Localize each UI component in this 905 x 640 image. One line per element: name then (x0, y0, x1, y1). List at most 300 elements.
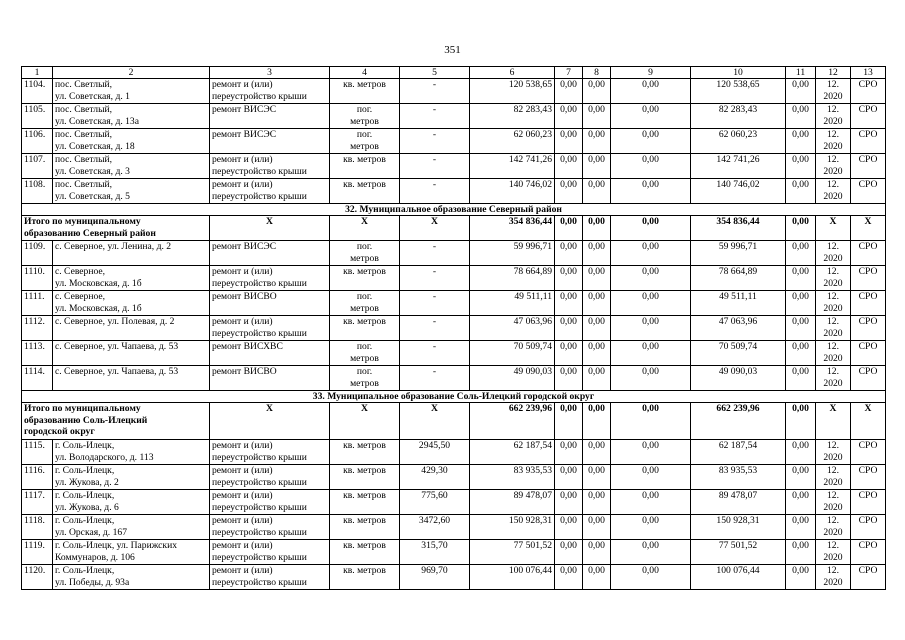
subtotal-col12: X (816, 403, 851, 440)
unit-line: кв. метров (343, 266, 386, 277)
value-col11: 0,00 (786, 179, 816, 204)
value-col8: 0,00 (583, 104, 611, 129)
value-col11: 0,00 (786, 515, 816, 540)
total-cost: 89 478,07 (470, 490, 555, 515)
address-line: ул. Московская, д. 1б (55, 277, 142, 289)
subtotal-col5: X (400, 216, 470, 241)
area: 315,70 (400, 540, 470, 565)
subtotal-col3: X (210, 403, 330, 440)
subtotal-col4: X (330, 216, 400, 241)
value-col9: 0,00 (611, 179, 691, 204)
unit (330, 565, 400, 590)
work-type-line: ремонт ВИСЭС (212, 104, 277, 115)
subtotal-col4: X (330, 403, 400, 440)
subtotal-label-line: городской округ (24, 426, 95, 437)
unit-line: кв. метров (343, 465, 386, 476)
completion-date-line: 12. (827, 241, 839, 252)
table-row (22, 540, 886, 565)
total-cost: 83 935,53 (470, 465, 555, 490)
value-col10: 70 509,74 (691, 341, 786, 366)
method: СРО (851, 179, 886, 204)
address (53, 465, 210, 490)
value-col11: 0,00 (786, 341, 816, 366)
subtotal-col7: 0,00 (555, 403, 583, 440)
value-col9: 0,00 (611, 440, 691, 465)
work-type (210, 104, 330, 129)
completion-date-line: 2020 (823, 190, 843, 202)
address-line: ул. Жукова, д. 6 (55, 501, 119, 513)
area: - (400, 154, 470, 179)
subtotal-label-line: Итого по муниципальному (24, 216, 141, 227)
column-number: 10 (691, 67, 786, 79)
column-number: 11 (786, 67, 816, 79)
table-row (22, 104, 886, 129)
value-col8: 0,00 (583, 540, 611, 565)
work-type (210, 440, 330, 465)
row-number: 1109. (22, 241, 53, 266)
address-line: с. Северное, ул. Чапаева, д. 53 (55, 341, 179, 352)
address (53, 154, 210, 179)
completion-date (816, 291, 851, 316)
value-col8: 0,00 (583, 465, 611, 490)
work-type-line: ремонт ВИСХВС (212, 341, 283, 352)
address (53, 366, 210, 391)
method: СРО (851, 104, 886, 129)
total-cost: 82 283,43 (470, 104, 555, 129)
subtotal-label (22, 216, 210, 241)
work-type (210, 515, 330, 540)
area: - (400, 291, 470, 316)
column-number: 4 (330, 67, 400, 79)
row-number: 1111. (22, 291, 53, 316)
total-cost: 150 928,31 (470, 515, 555, 540)
row-number: 1107. (22, 154, 53, 179)
address-line: г. Соль-Илецк, ул. Парижских (55, 540, 178, 551)
table-row (22, 179, 886, 204)
value-col9: 0,00 (611, 316, 691, 341)
column-number: 8 (583, 67, 611, 79)
value-col10: 140 746,02 (691, 179, 786, 204)
completion-date-line: 2020 (823, 140, 843, 152)
table-row (22, 440, 886, 465)
value-col7: 0,00 (555, 179, 583, 204)
method: СРО (851, 515, 886, 540)
value-col9: 0,00 (611, 341, 691, 366)
column-number: 6 (470, 67, 555, 79)
unit (330, 490, 400, 515)
value-col11: 0,00 (786, 129, 816, 154)
table-row (22, 465, 886, 490)
work-type-line: переустройство крыши (212, 476, 307, 488)
completion-date (816, 440, 851, 465)
address-line: ул. Жукова, д. 2 (55, 476, 119, 488)
total-cost: 142 741,26 (470, 154, 555, 179)
column-number: 7 (555, 67, 583, 79)
work-type-line: ремонт и (или) (212, 179, 273, 190)
address (53, 241, 210, 266)
row-number: 1114. (22, 366, 53, 391)
method: СРО (851, 129, 886, 154)
value-col7: 0,00 (555, 540, 583, 565)
unit (330, 341, 400, 366)
work-type (210, 366, 330, 391)
unit (330, 465, 400, 490)
value-col10: 49 090,03 (691, 366, 786, 391)
work-type (210, 316, 330, 341)
column-number: 13 (851, 67, 886, 79)
value-col11: 0,00 (786, 540, 816, 565)
work-type-line: ремонт и (или) (212, 515, 273, 526)
value-col10: 82 283,43 (691, 104, 786, 129)
work-type-line: переустройство крыши (212, 90, 307, 102)
address-line: ул. Володарского, д. 113 (55, 451, 154, 463)
method: СРО (851, 490, 886, 515)
completion-date (816, 515, 851, 540)
value-col8: 0,00 (583, 179, 611, 204)
value-col8: 0,00 (583, 129, 611, 154)
completion-date-line: 12. (827, 266, 839, 277)
area: - (400, 241, 470, 266)
address (53, 341, 210, 366)
subtotal-col9: 0,00 (611, 216, 691, 241)
address (53, 104, 210, 129)
work-type (210, 291, 330, 316)
completion-date (816, 241, 851, 266)
subtotal-col10: 354 836,44 (691, 216, 786, 241)
value-col8: 0,00 (583, 366, 611, 391)
work-type-line: переустройство крыши (212, 526, 307, 538)
completion-date-line: 2020 (823, 377, 843, 389)
value-col11: 0,00 (786, 490, 816, 515)
value-col7: 0,00 (555, 266, 583, 291)
value-col7: 0,00 (555, 440, 583, 465)
page-number: 351 (444, 44, 461, 56)
address (53, 79, 210, 104)
completion-date-line: 2020 (823, 451, 843, 463)
value-col8: 0,00 (583, 440, 611, 465)
total-cost: 47 063,96 (470, 316, 555, 341)
value-col11: 0,00 (786, 366, 816, 391)
unit (330, 241, 400, 266)
value-col11: 0,00 (786, 440, 816, 465)
subtotal-col8: 0,00 (583, 403, 611, 440)
address-line: г. Соль-Илецк, (55, 465, 115, 476)
row-number: 1117. (22, 490, 53, 515)
subtotal-col9: 0,00 (611, 403, 691, 440)
value-col11: 0,00 (786, 154, 816, 179)
address-line: Коммунаров, д. 106 (55, 551, 135, 563)
row-number: 1118. (22, 515, 53, 540)
value-col9: 0,00 (611, 366, 691, 391)
value-col7: 0,00 (555, 154, 583, 179)
completion-date (816, 565, 851, 590)
work-type-line: переустройство крыши (212, 165, 307, 177)
completion-date-line: 12. (827, 515, 839, 526)
table-row (22, 241, 886, 266)
completion-date-line: 2020 (823, 501, 843, 513)
address (53, 440, 210, 465)
subtotal-col11: 0,00 (786, 403, 816, 440)
value-col8: 0,00 (583, 341, 611, 366)
unit (330, 104, 400, 129)
value-col10: 59 996,71 (691, 241, 786, 266)
work-type (210, 179, 330, 204)
unit-line: пог. (356, 291, 373, 302)
row-number: 1112. (22, 316, 53, 341)
table-row (22, 79, 886, 104)
method: СРО (851, 565, 886, 590)
completion-date (816, 179, 851, 204)
value-col10: 120 538,65 (691, 79, 786, 104)
work-type (210, 565, 330, 590)
work-type-line: ремонт и (или) (212, 540, 273, 551)
method: СРО (851, 79, 886, 104)
value-col9: 0,00 (611, 291, 691, 316)
completion-date-line: 12. (827, 490, 839, 501)
value-col7: 0,00 (555, 241, 583, 266)
completion-date-line: 2020 (823, 551, 843, 563)
completion-date-line: 12. (827, 104, 839, 115)
work-type (210, 154, 330, 179)
value-col10: 62 187,54 (691, 440, 786, 465)
value-col7: 0,00 (555, 565, 583, 590)
completion-date (816, 316, 851, 341)
value-col8: 0,00 (583, 490, 611, 515)
address (53, 316, 210, 341)
value-col9: 0,00 (611, 79, 691, 104)
work-type-line: ремонт ВИСЭС (212, 241, 277, 252)
completion-date (816, 341, 851, 366)
completion-date-line: 12. (827, 79, 839, 90)
value-col10: 49 511,11 (691, 291, 786, 316)
unit-line: кв. метров (343, 440, 386, 451)
unit-line: метров (350, 302, 379, 314)
value-col7: 0,00 (555, 515, 583, 540)
unit (330, 515, 400, 540)
value-col10: 83 935,53 (691, 465, 786, 490)
subtotal-col3: X (210, 216, 330, 241)
subtotal-col11: 0,00 (786, 216, 816, 241)
column-number: 12 (816, 67, 851, 79)
unit (330, 79, 400, 104)
work-type-line: переустройство крыши (212, 576, 307, 588)
value-col9: 0,00 (611, 154, 691, 179)
value-col9: 0,00 (611, 540, 691, 565)
work-type-line: ремонт ВИСЭС (212, 129, 277, 140)
address-line: г. Соль-Илецк, (55, 440, 115, 451)
unit-line: метров (350, 140, 379, 152)
unit-line: метров (350, 252, 379, 264)
value-col11: 0,00 (786, 291, 816, 316)
completion-date-line: 2020 (823, 115, 843, 127)
table-row (22, 565, 886, 590)
row-number: 1119. (22, 540, 53, 565)
value-col9: 0,00 (611, 515, 691, 540)
unit-line: пог. (356, 104, 373, 115)
unit (330, 129, 400, 154)
unit-line: метров (350, 115, 379, 127)
address-line: ул. Победы, д. 93а (55, 576, 130, 588)
column-number: 1 (22, 67, 53, 79)
completion-date-line: 12. (827, 179, 839, 190)
table-row (22, 316, 886, 341)
value-col7: 0,00 (555, 79, 583, 104)
repair-schedule-table (21, 66, 886, 590)
section-header-row (22, 204, 886, 216)
completion-date-line: 12. (827, 341, 839, 352)
subtotal-label-line: образованию Северный район (24, 227, 156, 239)
completion-date-line: 12. (827, 316, 839, 327)
address-line: с. Северное, (55, 266, 106, 277)
address-line: пос. Светлый, (55, 129, 113, 140)
row-number: 1120. (22, 565, 53, 590)
completion-date-line: 12. (827, 565, 839, 576)
value-col10: 100 076,44 (691, 565, 786, 590)
area: 429,30 (400, 465, 470, 490)
subtotal-total: 354 836,44 (470, 216, 555, 241)
work-type-line: ремонт и (или) (212, 465, 273, 476)
value-col8: 0,00 (583, 316, 611, 341)
work-type-line: ремонт и (или) (212, 79, 273, 90)
value-col7: 0,00 (555, 104, 583, 129)
completion-date-line: 2020 (823, 526, 843, 538)
work-type (210, 465, 330, 490)
unit-line: кв. метров (343, 565, 386, 576)
unit (330, 440, 400, 465)
work-type (210, 241, 330, 266)
work-type (210, 79, 330, 104)
completion-date-line: 12. (827, 129, 839, 140)
work-type-line: переустройство крыши (212, 501, 307, 513)
unit-line: пог. (356, 129, 373, 140)
unit-line: пог. (356, 341, 373, 352)
value-col9: 0,00 (611, 129, 691, 154)
value-col10: 142 741,26 (691, 154, 786, 179)
unit-line: кв. метров (343, 515, 386, 526)
address-line: пос. Светлый, (55, 179, 113, 190)
work-type-line: переустройство крыши (212, 190, 307, 202)
unit-line: пог. (356, 241, 373, 252)
subtotal-row (22, 403, 886, 440)
work-type-line: ремонт и (или) (212, 266, 273, 277)
column-number: 2 (53, 67, 210, 79)
method: СРО (851, 154, 886, 179)
value-col11: 0,00 (786, 266, 816, 291)
subtotal-col7: 0,00 (555, 216, 583, 241)
subtotal-label-line: образованию Соль-Илецкий (24, 414, 148, 426)
unit (330, 291, 400, 316)
area: 969,70 (400, 565, 470, 590)
completion-date (816, 465, 851, 490)
value-col7: 0,00 (555, 129, 583, 154)
total-cost: 140 746,02 (470, 179, 555, 204)
address-line: ул. Орская, д. 167 (55, 526, 127, 538)
work-type-line: переустройство крыши (212, 327, 307, 339)
value-col11: 0,00 (786, 104, 816, 129)
completion-date-line: 12. (827, 154, 839, 165)
unit (330, 179, 400, 204)
value-col11: 0,00 (786, 565, 816, 590)
completion-date (816, 266, 851, 291)
value-col7: 0,00 (555, 291, 583, 316)
value-col8: 0,00 (583, 515, 611, 540)
value-col10: 78 664,89 (691, 266, 786, 291)
value-col7: 0,00 (555, 341, 583, 366)
address-line: г. Соль-Илецк, (55, 490, 115, 501)
address-line: пос. Светлый, (55, 104, 113, 115)
area: - (400, 341, 470, 366)
work-type-line: ремонт ВИСВО (212, 291, 277, 302)
address-line: с. Северное, ул. Ленина, д. 2 (55, 241, 172, 252)
value-col11: 0,00 (786, 241, 816, 266)
completion-date-line: 2020 (823, 327, 843, 339)
area: - (400, 316, 470, 341)
address-line: г. Соль-Илецк, (55, 565, 115, 576)
value-col9: 0,00 (611, 490, 691, 515)
unit-line: кв. метров (343, 490, 386, 501)
address-line: пос. Светлый, (55, 79, 113, 90)
section-title: 32. Муниципальное образование Северный район (22, 204, 886, 216)
area: 775,60 (400, 490, 470, 515)
work-type-line: ремонт и (или) (212, 490, 273, 501)
value-col8: 0,00 (583, 565, 611, 590)
total-cost: 78 664,89 (470, 266, 555, 291)
unit-line: кв. метров (343, 540, 386, 551)
address (53, 179, 210, 204)
work-type-line: переустройство крыши (212, 277, 307, 289)
completion-date (816, 154, 851, 179)
address (53, 515, 210, 540)
unit-line: пог. (356, 366, 373, 377)
area: 2945,50 (400, 440, 470, 465)
unit (330, 266, 400, 291)
completion-date (816, 366, 851, 391)
column-number: 3 (210, 67, 330, 79)
area: - (400, 366, 470, 391)
value-col9: 0,00 (611, 241, 691, 266)
completion-date-line: 2020 (823, 352, 843, 364)
value-col10: 150 928,31 (691, 515, 786, 540)
address-line: ул. Советская, д. 13а (55, 115, 139, 127)
total-cost: 62 187,54 (470, 440, 555, 465)
table-row (22, 490, 886, 515)
address (53, 540, 210, 565)
address-line: с. Северное, ул. Чапаева, д. 53 (55, 366, 179, 377)
value-col8: 0,00 (583, 241, 611, 266)
completion-date-line: 12. (827, 440, 839, 451)
total-cost: 62 060,23 (470, 129, 555, 154)
value-col8: 0,00 (583, 79, 611, 104)
row-number: 1106. (22, 129, 53, 154)
value-col9: 0,00 (611, 465, 691, 490)
table-row (22, 515, 886, 540)
subtotal-row (22, 216, 886, 241)
method: СРО (851, 341, 886, 366)
table-row (22, 366, 886, 391)
method: СРО (851, 266, 886, 291)
address (53, 565, 210, 590)
total-cost: 120 538,65 (470, 79, 555, 104)
subtotal-col13: X (851, 216, 886, 241)
method: СРО (851, 540, 886, 565)
address-line: ул. Московская, д. 1б (55, 302, 142, 314)
work-type-line: ремонт и (или) (212, 565, 273, 576)
work-type (210, 540, 330, 565)
work-type (210, 490, 330, 515)
work-type-line: ремонт ВИСВО (212, 366, 277, 377)
row-number: 1113. (22, 341, 53, 366)
address (53, 291, 210, 316)
